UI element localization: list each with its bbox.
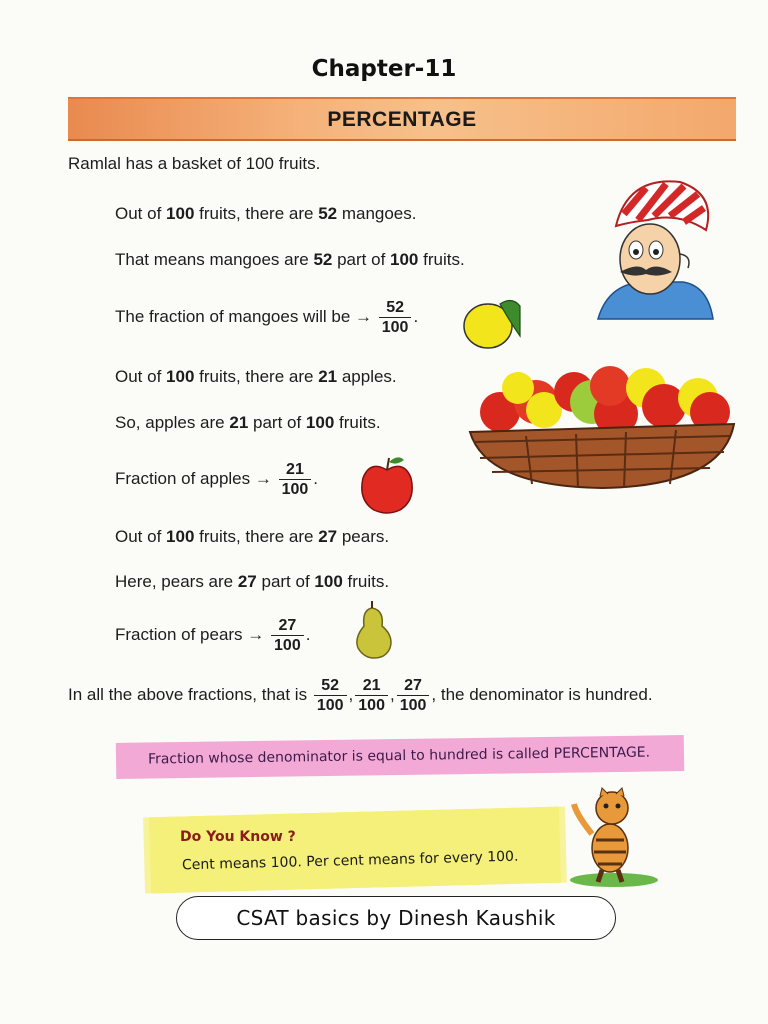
intro-text: Ramlal has a basket of 100 fruits.: [68, 154, 321, 173]
definition-text: Fraction whose denominator is equal to hundred is called PERCENTAGE.: [147, 744, 651, 768]
apples-fraction-line: Fraction of apples → $\frac{21}{100}$ .: [115, 461, 319, 498]
banner-title: PERCENTAGE: [327, 108, 477, 131]
fruit-basket-illustration: [466, 344, 738, 490]
footer-text: CSAT basics by Dinesh Kaushik: [236, 906, 556, 930]
note-text: Cent means 100. Per cent means for every 100.: [181, 848, 519, 874]
chapter-title: Chapter-11: [311, 56, 457, 82]
apples-line-1: Out of 100 fruits, there are 21 apples.: [115, 367, 397, 386]
summary-fraction-mangoes: $\frac{52}{100}$: [314, 676, 347, 715]
definition-highlight: [116, 735, 684, 779]
pears-line-1: Out of 100 fruits, there are 27 pears.: [115, 527, 390, 546]
mangoes-line-1: Out of 100 fruits, there are 52 mangoes.: [115, 204, 417, 223]
ramlal-illustration: [588, 164, 718, 324]
apple-icon: [358, 454, 416, 516]
section-banner: [68, 97, 736, 141]
summary-line: In all the above fractions, that is $\frac{52}{100}$ , $\frac{21}{100}$ , $\frac{27}{100}$ , the denominator is hundred.: [68, 677, 653, 714]
pear-icon: [352, 600, 396, 660]
note-title: Do You Know ?: [180, 829, 296, 845]
pears-line-2: Here, pears are 27 part of 100 fruits.: [115, 572, 390, 591]
apples-fraction: $\frac{21}{100}$: [279, 460, 312, 499]
pears-fraction-line: Fraction of pears → $\frac{27}{100}$ .: [115, 617, 311, 654]
mangoes-fraction: $\frac{52}{100}$: [379, 298, 412, 337]
summary-fraction-apples: $\frac{21}{100}$: [355, 676, 388, 715]
apples-line-2: So, apples are 21 part of 100 fruits.: [115, 413, 381, 432]
mangoes-fraction-line: The fraction of mangoes will be → $\frac{52}{100}$ .: [115, 299, 419, 336]
summary-fraction-pears: $\frac{27}{100}$: [397, 676, 430, 715]
pears-fraction: $\frac{27}{100}$: [271, 616, 304, 655]
footer-label: [176, 896, 616, 940]
mangoes-line-2: That means mangoes are 52 part of 100 fruits.: [115, 250, 465, 269]
tiger-mascot-illustration: [566, 784, 662, 888]
